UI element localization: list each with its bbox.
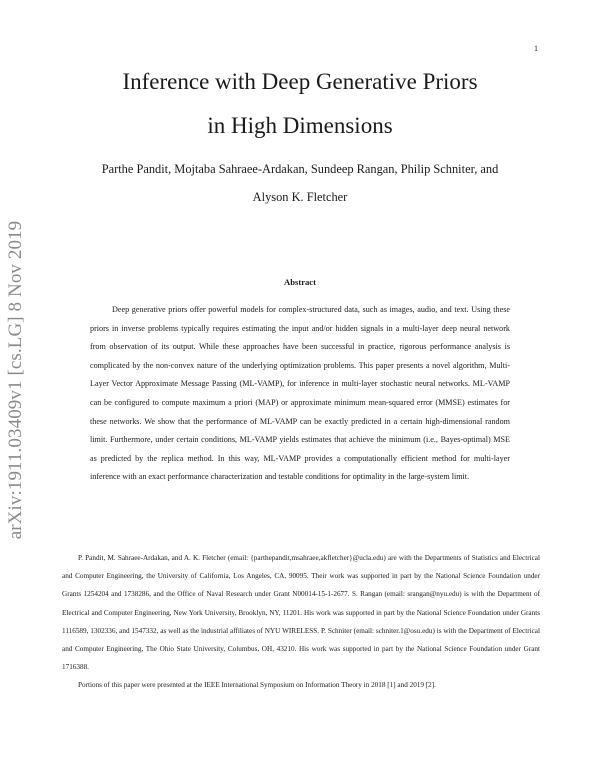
footnote-affiliations: P. Pandit, M. Sahraee-Ardakan, and A. K. Fletcher (email: {parthepandit,msahraee,akfletcher}@ucla.edu) are with the Departments of Statistics and Electrical and Computer Engineering, the University of California, Los Angeles, CA, 90095. Their work was supported in part by the National Science Foundation under Grants 1254204 and 1738286, and the Office of Naval Research under Grant N00014-15-1-2677. S. Rangan (email: srangan@nyu.edu) is with the Department of Electrical and Computer Engineering, New York University, Brooklyn, NY, 11201. His work was supported in part by the National Science Foundation under Grants 1116589, 1302336, and 1547332, as well as the industrial affiliates of NYU WIRELESS. P. Schniter (email: schniter.1@osu.edu) is with the Department of Electrical and Computer Engineering, The Ohio State University, Columbus, OH, 43210. His work was supported in part by the National Science Foundation under Grant 1716388. bbox=[62, 554, 540, 672]
footnotes bbox=[62, 549, 540, 695]
arxiv-identifier-stamp bbox=[6, 210, 26, 550]
title-line-2: in High Dimensions bbox=[207, 113, 393, 138]
abstract-body: Deep generative priors offer powerful models for complex-structured data, such as images, audio, and text. Using these priors in inverse problems typically requires estimating the input and/or hidden signals in a multi-layer deep neural network from observation of its output. While these approaches have been successful in practice, rigorous performance analysis is complicated by the non-convex nature of the underlying optimization problems. This paper presents a novel algorithm, Multi-Layer Vector Approximate Message Passing (ML-VAMP), for inference in multi-layer stochastic neural networks. ML-VAMP can be configured to compute maximum a priori (MAP) or approximate minimum mean-squared error (MMSE) estimates for these networks. We show that the performance of ML-VAMP can be exactly predicted in a certain high-dimensional random limit. Furthermore, under certain conditions, ML-VAMP yields estimates that achieve the minimum (i.e., Bayes-optimal) MSE as predicted by the replica method. In this way, ML-VAMP provides a computationally efficient method for multi-layer inference with an exact performance characterization and testable conditions for optimality in the large-system limit. bbox=[90, 305, 510, 482]
authors-line-1: Parthe Pandit, Mojtaba Sahraee-Ardakan, Sundeep Rangan, Philip Schniter, and bbox=[101, 162, 499, 176]
authors-line-2: Alyson K. Fletcher bbox=[252, 190, 348, 204]
title-line-1: Inference with Deep Generative Priors bbox=[122, 69, 478, 94]
author-list bbox=[60, 155, 540, 211]
arxiv-identifier-text: arXiv:1911.03409v1 [cs.LG] 8 Nov 2019 bbox=[5, 220, 26, 540]
paper-title bbox=[60, 60, 540, 148]
abstract-heading: Abstract bbox=[284, 277, 316, 287]
footnote-conference-note: Portions of this paper were presented at the IEEE International Symposium on Information Theory in 2018 [1] and 2019 [2]. bbox=[78, 681, 436, 690]
page-number: 1 bbox=[534, 44, 538, 53]
